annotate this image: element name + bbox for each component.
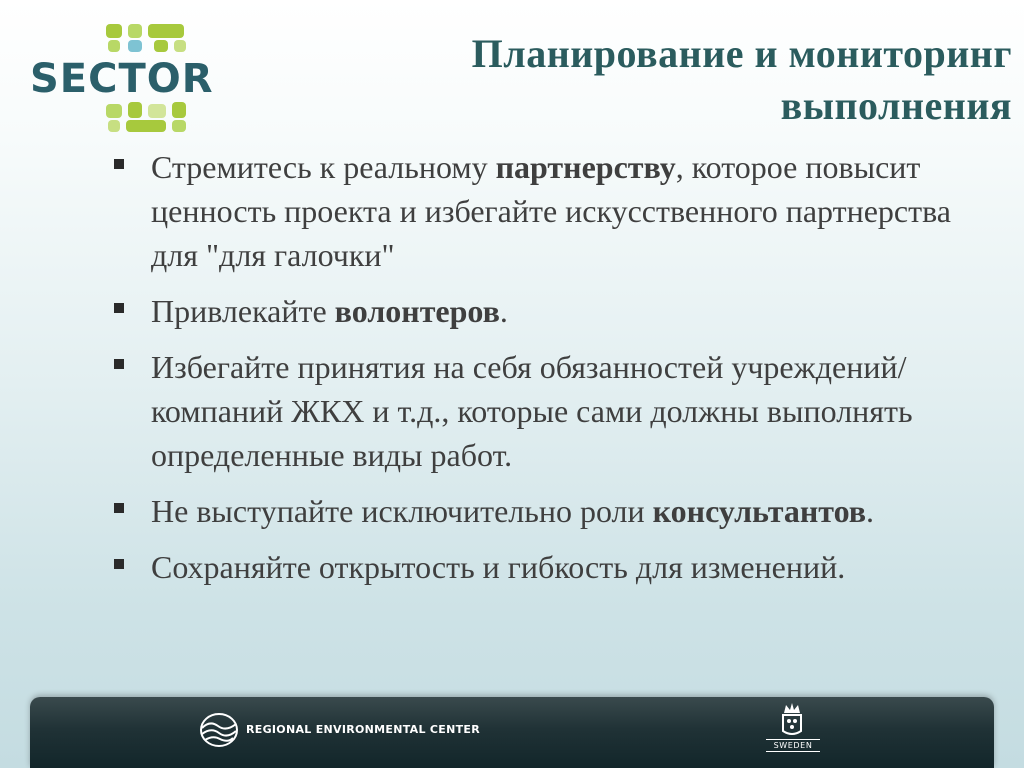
logo-tile	[108, 40, 120, 52]
bullet-text: Сохраняйте открытость и гибкость для изменений.	[151, 549, 846, 585]
logo-tile	[106, 104, 122, 118]
bullet-text: Избегайте принятия на себя обязанностей учреждений/компаний ЖКХ и т.д., которые сами должны выполнять определенные виды работ.	[151, 349, 913, 473]
bullet-text: Не выступайте исключительно роли	[151, 493, 653, 529]
logo-tile	[126, 120, 166, 132]
sector-logo	[28, 22, 214, 134]
logo-tile	[128, 102, 142, 118]
bullet-text: , которое повысит ценность проекта и избегайте искусственного партнерства для "для галочки"	[151, 149, 951, 273]
logo-tile	[154, 40, 168, 52]
bullet-item	[112, 145, 992, 277]
logo-tile	[108, 120, 120, 132]
bullet-text: .	[499, 293, 508, 329]
square-bullet-icon	[114, 503, 124, 513]
logo-tile	[128, 24, 142, 38]
bullet-text: Стремитесь к реальному	[151, 149, 496, 185]
square-bullet-icon	[114, 159, 124, 169]
footer-bar	[30, 697, 994, 768]
title-line-2: выполнения	[780, 83, 1012, 128]
logo-text: SECTOR	[30, 56, 214, 102]
logo-tile	[148, 104, 166, 118]
sweden-label: SWEDEN	[766, 739, 820, 752]
logo-tile	[174, 40, 186, 52]
bullet-item	[112, 545, 992, 589]
square-bullet-icon	[114, 559, 124, 569]
rec-label: REGIONAL ENVIRONMENTAL CENTER	[246, 723, 481, 736]
title-line-1: Планирование и мониторинг	[471, 31, 1012, 76]
bullet-text: .	[866, 493, 875, 529]
bullet-bold-text: партнерству	[495, 149, 676, 185]
slide-title	[312, 28, 1012, 132]
logo-tile	[106, 24, 122, 38]
bullet-list	[112, 145, 992, 601]
bullet-text: Привлекайте	[151, 293, 335, 329]
logo-tile	[148, 24, 184, 38]
logo-tile	[128, 40, 142, 52]
bullet-item	[112, 289, 992, 333]
logo-tile	[172, 102, 186, 118]
bullet-bold-text: волонтеров	[334, 293, 500, 329]
bullet-bold-text: консультантов	[652, 493, 867, 529]
bullet-item	[112, 345, 992, 477]
crown-icon	[779, 701, 805, 737]
logo-tile	[172, 120, 186, 132]
bullet-item	[112, 489, 992, 533]
square-bullet-icon	[114, 303, 124, 313]
wave-globe-icon	[198, 712, 240, 748]
square-bullet-icon	[114, 359, 124, 369]
